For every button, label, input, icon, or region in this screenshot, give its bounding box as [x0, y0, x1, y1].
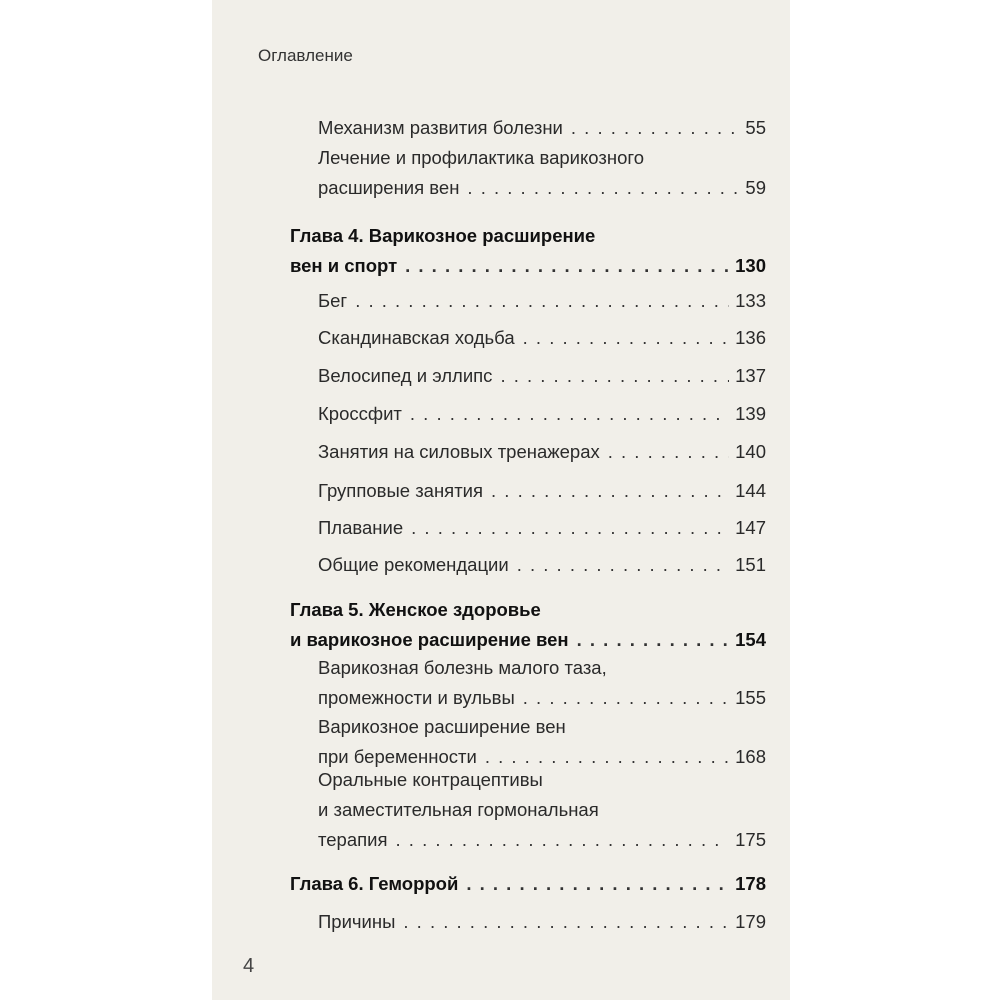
- toc-title: расширения вен: [318, 177, 460, 198]
- toc-title: Механизм развития болезни: [318, 117, 563, 138]
- toc-leader-row: [318, 402, 766, 426]
- toc-title: вен и спорт: [290, 255, 398, 276]
- dot-leader: [466, 872, 729, 896]
- toc-title: Кроссфит: [318, 403, 402, 424]
- toc-title-line: Глава 4. Варикозное расширение: [290, 225, 596, 246]
- toc-title-line: Варикозная болезнь малого таза,: [318, 657, 607, 678]
- dot-leader: [608, 440, 729, 464]
- toc-leader-row: [318, 745, 766, 769]
- toc-leader-row: [290, 628, 766, 652]
- toc-leader-row: [318, 116, 766, 140]
- toc-page-number: 151: [735, 554, 766, 575]
- toc-leader-row: [318, 479, 766, 503]
- toc-title: при беременности: [318, 746, 477, 767]
- toc-page-number: 133: [735, 290, 766, 311]
- toc-page-number: 147: [735, 517, 766, 538]
- toc-page-number: 139: [735, 403, 766, 424]
- toc-leader-row: [290, 254, 766, 278]
- toc-leader-row: [318, 326, 766, 350]
- toc-page-number: 136: [735, 327, 766, 348]
- running-head: Оглавление: [258, 46, 353, 65]
- toc-page-number: 140: [735, 441, 766, 462]
- toc-title: и варикозное расширение вен: [290, 629, 569, 650]
- toc-title: Глава 6. Геморрой: [290, 873, 459, 894]
- toc-title-line: Оральные контрацептивы: [318, 769, 543, 790]
- page-number: 4: [243, 955, 255, 977]
- dot-leader: [491, 479, 729, 503]
- dot-leader: [403, 910, 729, 934]
- toc-title: Велосипед и эллипс: [318, 365, 493, 386]
- toc-page-number: 155: [735, 687, 766, 708]
- toc-page-number: 137: [735, 365, 766, 386]
- toc-title: Групповые занятия: [318, 480, 484, 501]
- dot-leader: [523, 686, 729, 710]
- toc-page-number: 179: [735, 911, 766, 932]
- toc-title-line: Лечение и профилактика варикозного: [318, 147, 644, 168]
- dot-leader: [405, 254, 729, 278]
- toc-leader-row: [318, 176, 766, 200]
- dot-leader: [577, 628, 730, 652]
- toc-title: промежности и вульвы: [318, 687, 515, 708]
- toc-title: Причины: [318, 911, 396, 932]
- toc-title: терапия: [318, 829, 388, 850]
- toc-title: Общие рекомендации: [318, 554, 509, 575]
- dot-leader: [523, 326, 729, 350]
- toc-leader-row: [290, 872, 766, 896]
- toc-leader-row: [318, 910, 766, 934]
- toc-title-line: Варикозное расширение вен: [318, 716, 566, 737]
- toc-page-number: 178: [735, 873, 766, 894]
- toc-page-number: 55: [745, 117, 766, 138]
- toc-title: Плавание: [318, 517, 404, 538]
- dot-leader: [517, 553, 729, 577]
- toc-leader-row: [318, 289, 766, 313]
- toc-title: Бег: [318, 290, 348, 311]
- dot-leader: [571, 116, 740, 140]
- dot-leader: [485, 745, 729, 769]
- dot-leader: [500, 364, 729, 388]
- dot-leader: [411, 516, 729, 540]
- toc-title-line: и заместительная гормональная: [318, 799, 599, 820]
- toc-title: Занятия на силовых тренажерах: [318, 441, 600, 462]
- toc-title: Скандинавская ходьба: [318, 327, 515, 348]
- dot-leader: [355, 289, 729, 313]
- dot-leader: [410, 402, 729, 426]
- toc-leader-row: [318, 516, 766, 540]
- toc-page-number: 168: [735, 746, 766, 767]
- toc-page-number: 130: [735, 255, 766, 276]
- toc-page-number: 59: [745, 177, 766, 198]
- toc-leader-row: [318, 686, 766, 710]
- toc-page-number: 154: [735, 629, 766, 650]
- toc-title-line: Глава 5. Женское здоровье: [290, 599, 541, 620]
- toc-leader-row: [318, 364, 766, 388]
- toc-page-number: 175: [735, 829, 766, 850]
- toc-leader-row: [318, 440, 766, 464]
- toc-leader-row: [318, 553, 766, 577]
- dot-leader: [396, 828, 730, 852]
- toc-leader-row: [318, 828, 766, 852]
- dot-leader: [467, 176, 739, 200]
- toc-page-number: 144: [735, 480, 766, 501]
